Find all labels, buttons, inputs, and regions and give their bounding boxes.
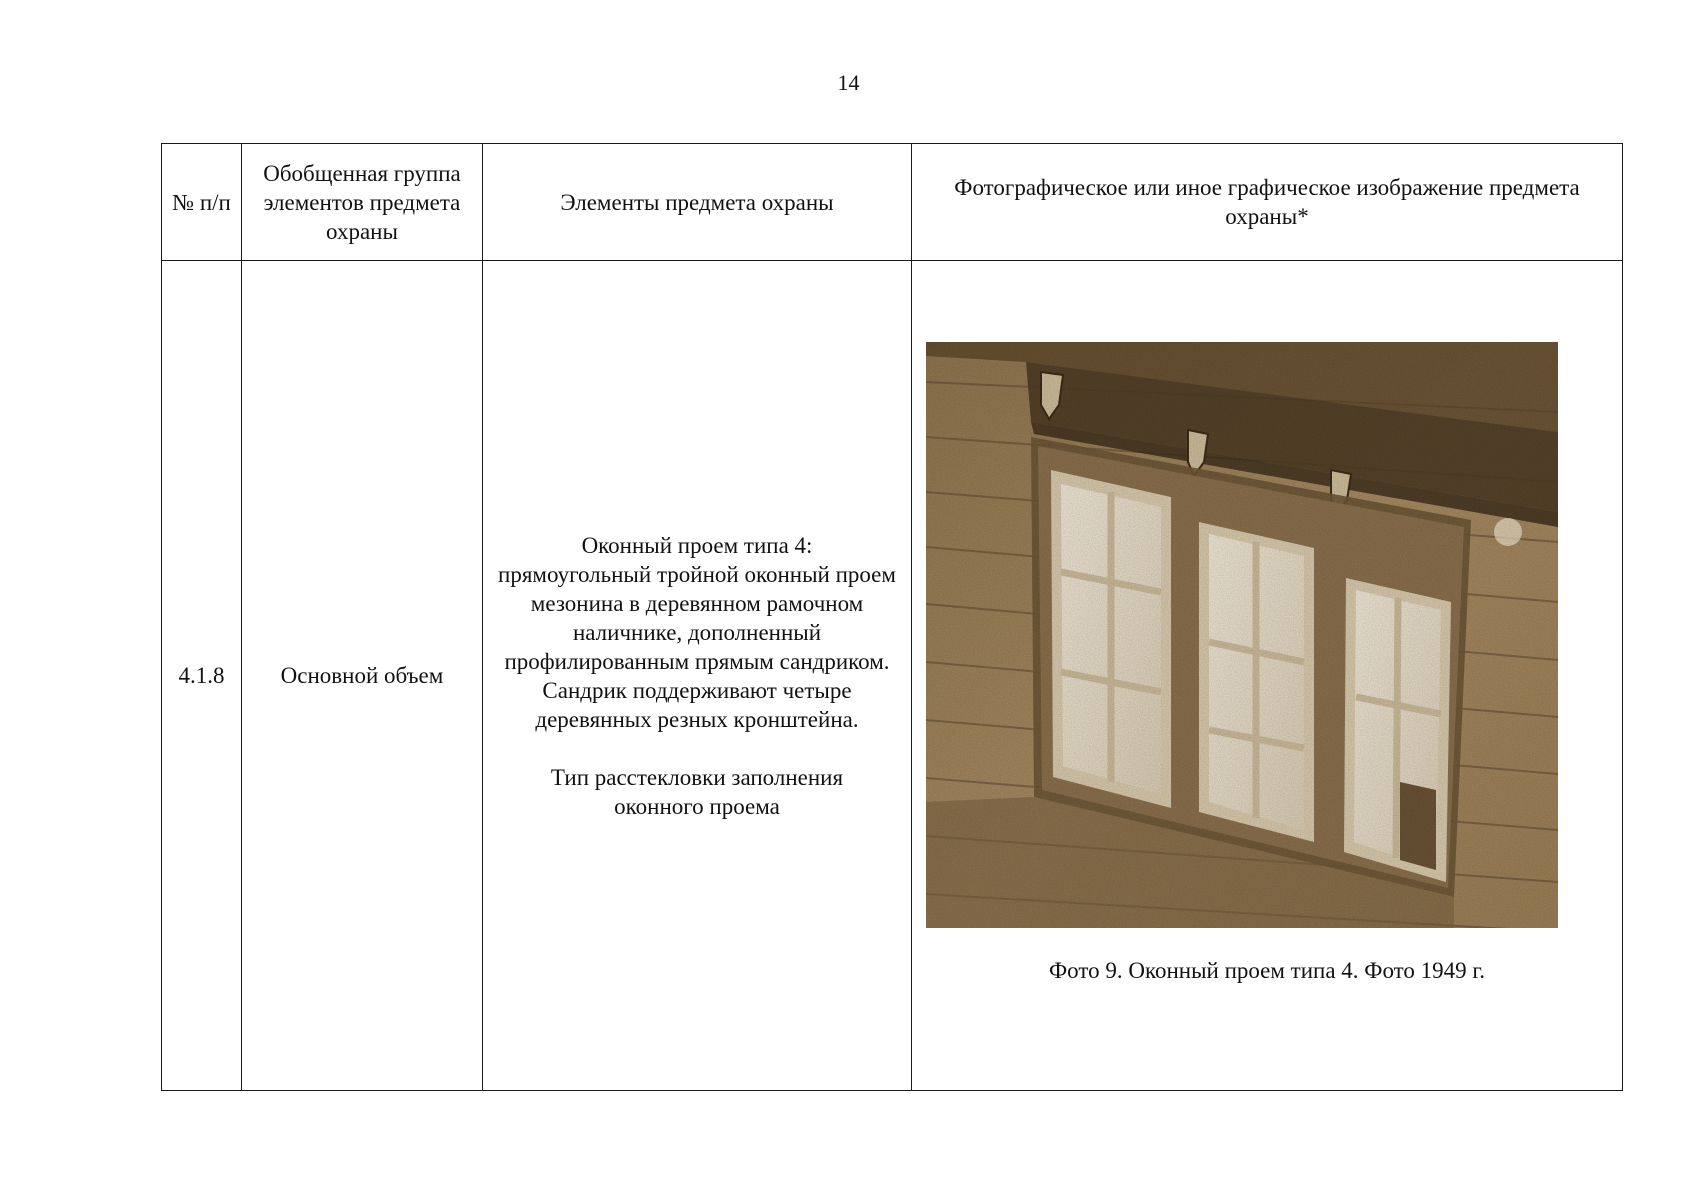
row-group: Основной объем bbox=[242, 261, 483, 1091]
protection-elements-table bbox=[161, 143, 1623, 1091]
row-elements bbox=[483, 261, 912, 1091]
elements-line: Оконный проем типа 4: bbox=[581, 532, 813, 558]
table-header-row bbox=[162, 144, 1623, 261]
table-row bbox=[162, 261, 1623, 1091]
row-image bbox=[912, 261, 1623, 1091]
elements-line: Сандрик поддерживают четыре bbox=[542, 677, 852, 703]
elements-line: мезонина в деревянном рамочном bbox=[530, 590, 864, 616]
elements-line: Тип расстекловки заполнения bbox=[550, 764, 844, 790]
elements-line: наличнике, дополненный bbox=[572, 619, 822, 645]
window-photo bbox=[926, 342, 1558, 928]
photo-caption: Фото 9. Оконный проем типа 4. Фото 1949 г. bbox=[1048, 958, 1486, 983]
row-number: 4.1.8 bbox=[162, 261, 242, 1091]
elements-line: профилированным прямым сандриком. bbox=[504, 648, 890, 674]
header-elements: Элементы предмета охраны bbox=[483, 144, 912, 261]
header-image: Фотографическое или иное графическое изображение предмета охраны* bbox=[912, 144, 1623, 261]
photo-content bbox=[926, 342, 1558, 928]
elements-line: оконного проема bbox=[614, 793, 780, 819]
paragraph-gap bbox=[487, 734, 907, 763]
elements-line: прямоугольный тройной оконный проем bbox=[498, 561, 896, 587]
elements-description bbox=[487, 531, 907, 821]
header-number: № п/п bbox=[162, 144, 242, 261]
elements-line: деревянных резных кронштейна. bbox=[535, 706, 859, 732]
header-group: Обобщенная группа элементов предмета охраны bbox=[242, 144, 483, 261]
window-photo-drawing bbox=[926, 342, 1558, 928]
page-number: 14 bbox=[837, 70, 860, 95]
